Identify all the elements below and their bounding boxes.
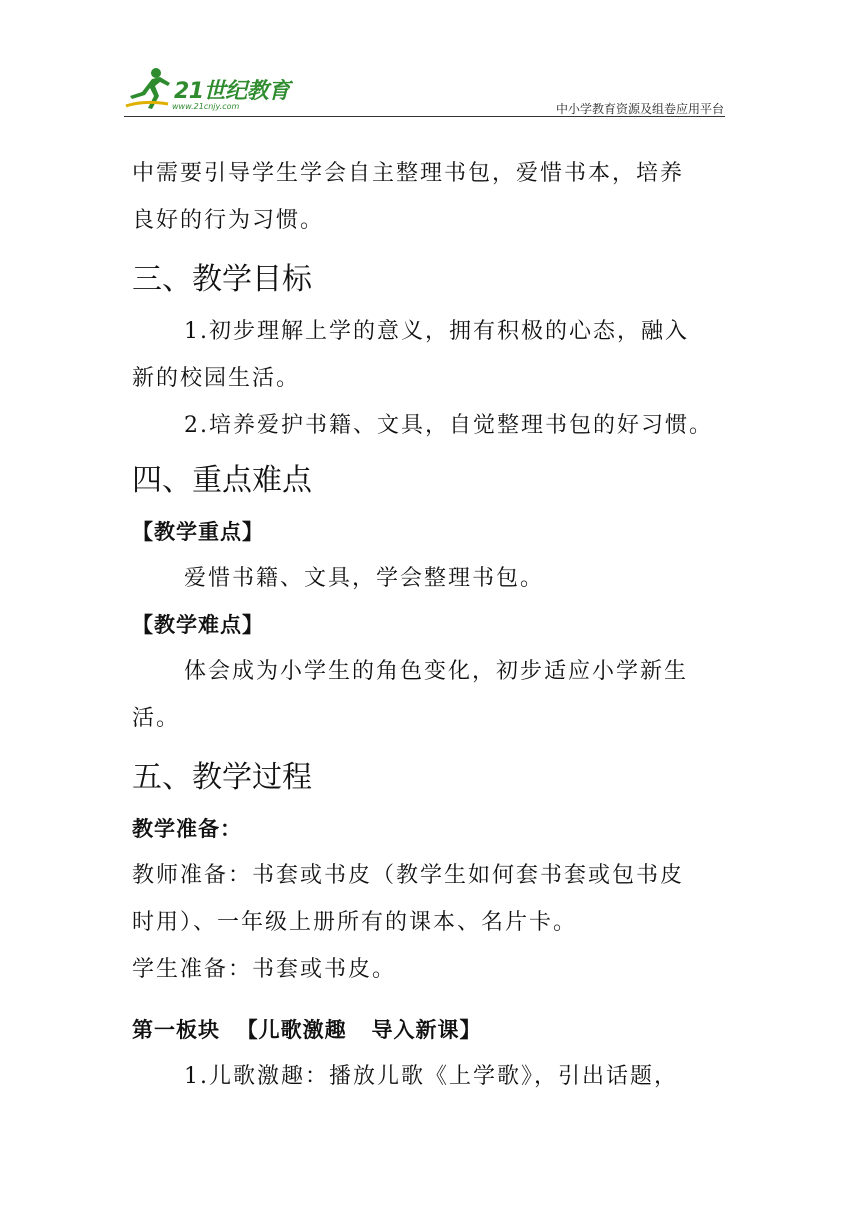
focus-text: 爱惜书籍、文具，学会整理书包。 — [184, 566, 545, 591]
intro-line-2: 良好的行为习惯。 — [132, 208, 325, 233]
logo-url: www.21cnjy.com — [172, 102, 240, 111]
document-body — [132, 150, 732, 1100]
focus-label: 【教学重点】 — [132, 520, 264, 544]
runner-logo-icon — [124, 66, 174, 110]
logo-text: 21世纪教育 — [174, 79, 290, 104]
section-heading-key-points: 四、重点难点 — [132, 463, 312, 498]
difficulty-label: 【教学难点】 — [132, 613, 264, 637]
teacher-prep-line-2: 时用）、一年级上册所有的课本、名片卡。 — [132, 910, 578, 935]
section-heading-goals: 三、教学目标 — [132, 262, 312, 297]
page-header — [0, 0, 860, 120]
teacher-prep-line-1: 教师准备：书套或书皮（教学生如何套书套或包书皮 — [132, 863, 685, 888]
goal-2: 2.培养爱护书籍、文具，自觉整理书包的好习惯。 — [184, 413, 713, 438]
block-1-title: 第一板块 【儿歌激趣 导入新课】 — [132, 1018, 482, 1042]
platform-name: 中小学教育资源及组卷应用平台 — [555, 102, 724, 116]
difficulty-line-1: 体会成为小学生的角色变化，初步适应小学新生 — [184, 659, 689, 684]
logo — [124, 64, 294, 116]
block-1-item-1: 1.儿歌激趣：播放儿歌《上学歌》，引出话题， — [184, 1064, 678, 1089]
difficulty-line-2: 活。 — [132, 706, 181, 731]
header-divider — [124, 116, 725, 117]
intro-line-1: 中需要引导学生学会自主整理书包，爱惜书本，培养 — [132, 161, 685, 186]
student-prep: 学生准备：书套或书皮。 — [132, 957, 397, 982]
section-heading-process: 五、教学过程 — [132, 760, 312, 795]
goal-1-line-1: 1.初步理解上学的意义，拥有积极的心态，融入 — [184, 319, 689, 344]
prep-label: 教学准备： — [132, 817, 242, 841]
goal-1-line-2: 新的校园生活。 — [132, 366, 301, 391]
